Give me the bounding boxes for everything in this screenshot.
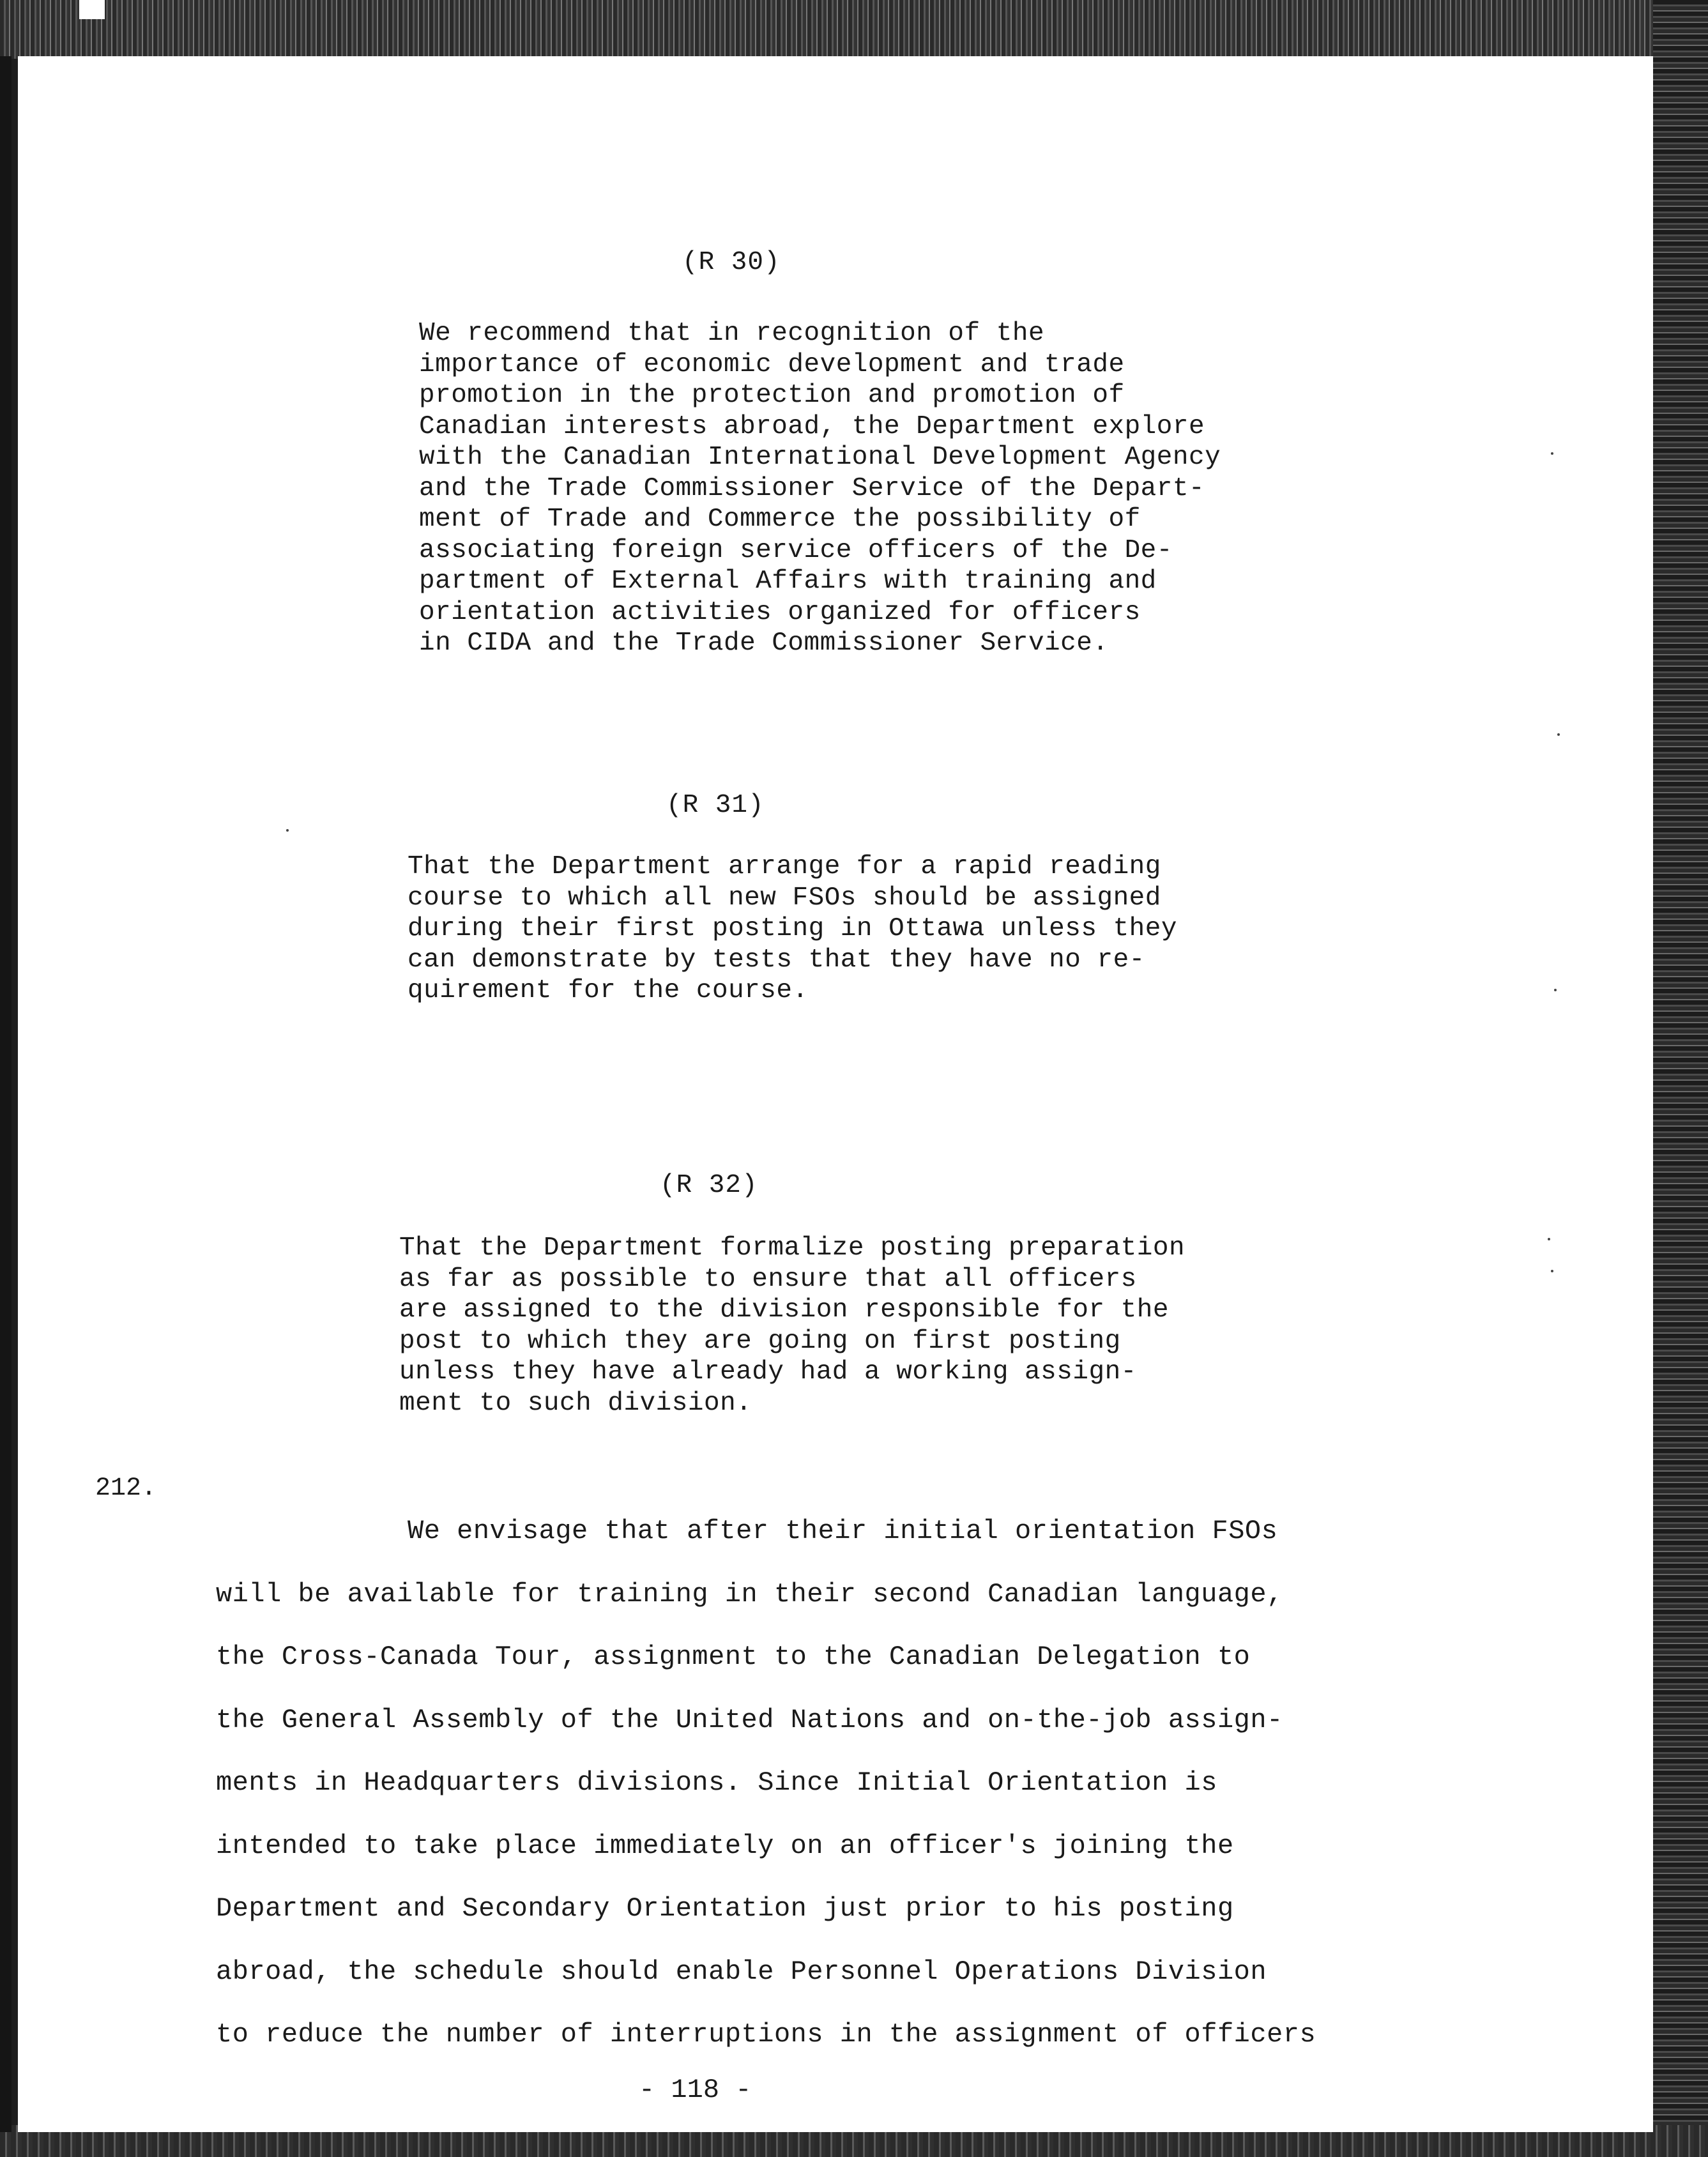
text-line: as far as possible to ensure that all officers xyxy=(399,1264,1137,1294)
text-line: promotion in the protection and promotion of xyxy=(419,381,1125,410)
recommendation-heading-r30: (R 30) xyxy=(682,248,781,277)
scan-speck xyxy=(1551,1270,1553,1272)
scan-speck xyxy=(286,829,289,832)
text-line: unless they have already had a working assign- xyxy=(399,1357,1137,1387)
scan-corner-mark xyxy=(79,0,105,19)
text-line: intended to take place immediately on an officer's joining the xyxy=(216,1830,1234,1861)
text-line: with the Canadian International Development Agency xyxy=(419,443,1221,472)
scan-speck xyxy=(1557,733,1560,736)
text-line: to reduce the number of interruptions in the assignment of officers xyxy=(216,2019,1316,2050)
scan-speck xyxy=(1551,452,1553,455)
text-line: orientation activities organized for officers xyxy=(419,597,1141,627)
text-line: the Cross-Canada Tour, assignment to the Canadian Delegation to xyxy=(216,1642,1251,1672)
text-line: course to which all new FSOs should be assigned xyxy=(408,883,1161,913)
text-line: and the Trade Commissioner Service of the Depart- xyxy=(419,473,1205,503)
text-line: associating foreign service officers of the De- xyxy=(419,535,1173,565)
paragraph-number: 212. xyxy=(95,1474,157,1503)
text-line: ment to such division. xyxy=(399,1388,752,1418)
text-line: will be available for training in their second Canadian language, xyxy=(216,1578,1283,1610)
scan-speck xyxy=(1554,989,1557,991)
text-line: can demonstrate by tests that they have no re- xyxy=(408,945,1145,975)
paragraph-body xyxy=(216,1500,1316,2066)
recommendation-heading-r31: (R 31) xyxy=(666,791,765,820)
text-line: in CIDA and the Trade Commissioner Service. xyxy=(419,629,1109,658)
text-line: quirement for the course. xyxy=(408,976,809,1005)
text-line: during their first posting in Ottawa unless they xyxy=(408,914,1177,943)
text-line: We recommend that in recognition of the xyxy=(419,319,1045,348)
recommendation-text-r30 xyxy=(419,318,1221,659)
text-line: ment of Trade and Commerce the possibility of xyxy=(419,505,1141,534)
text-line: Department and Secondary Orientation just prior to his posting xyxy=(216,1893,1234,1924)
text-line: That the Department arrange for a rapid reading xyxy=(408,852,1161,881)
text-line: importance of economic development and trade xyxy=(419,349,1125,379)
text-line: are assigned to the division responsible for the xyxy=(399,1295,1169,1325)
text-line: post to which they are going on first posting xyxy=(399,1326,1121,1356)
scan-right-edge xyxy=(1653,0,1708,2157)
text-line: abroad, the schedule should enable Personnel Operations Division xyxy=(216,1956,1267,1987)
scan-speck xyxy=(1548,1238,1550,1240)
page-number: - 118 - xyxy=(639,2075,752,2105)
document-page xyxy=(18,56,1653,2132)
scan-left-bar xyxy=(0,56,11,2132)
text-line: That the Department formalize posting preparation xyxy=(399,1233,1186,1263)
recommendation-text-r32 xyxy=(399,1233,1185,1419)
text-line: partment of External Affairs with training and xyxy=(419,567,1157,596)
recommendation-heading-r32: (R 32) xyxy=(660,1171,758,1200)
text-line: We envisage that after their initial orientation FSOs xyxy=(408,1516,1278,1546)
text-line: the General Assembly of the United Nations and on-the-job assign- xyxy=(216,1704,1283,1735)
scan-top-edge xyxy=(0,0,1708,59)
recommendation-text-r31 xyxy=(408,851,1177,1007)
text-line: Canadian interests abroad, the Department explore xyxy=(419,411,1205,441)
text-line: ments in Headquarters divisions. Since Initial Orientation is xyxy=(216,1767,1217,1798)
